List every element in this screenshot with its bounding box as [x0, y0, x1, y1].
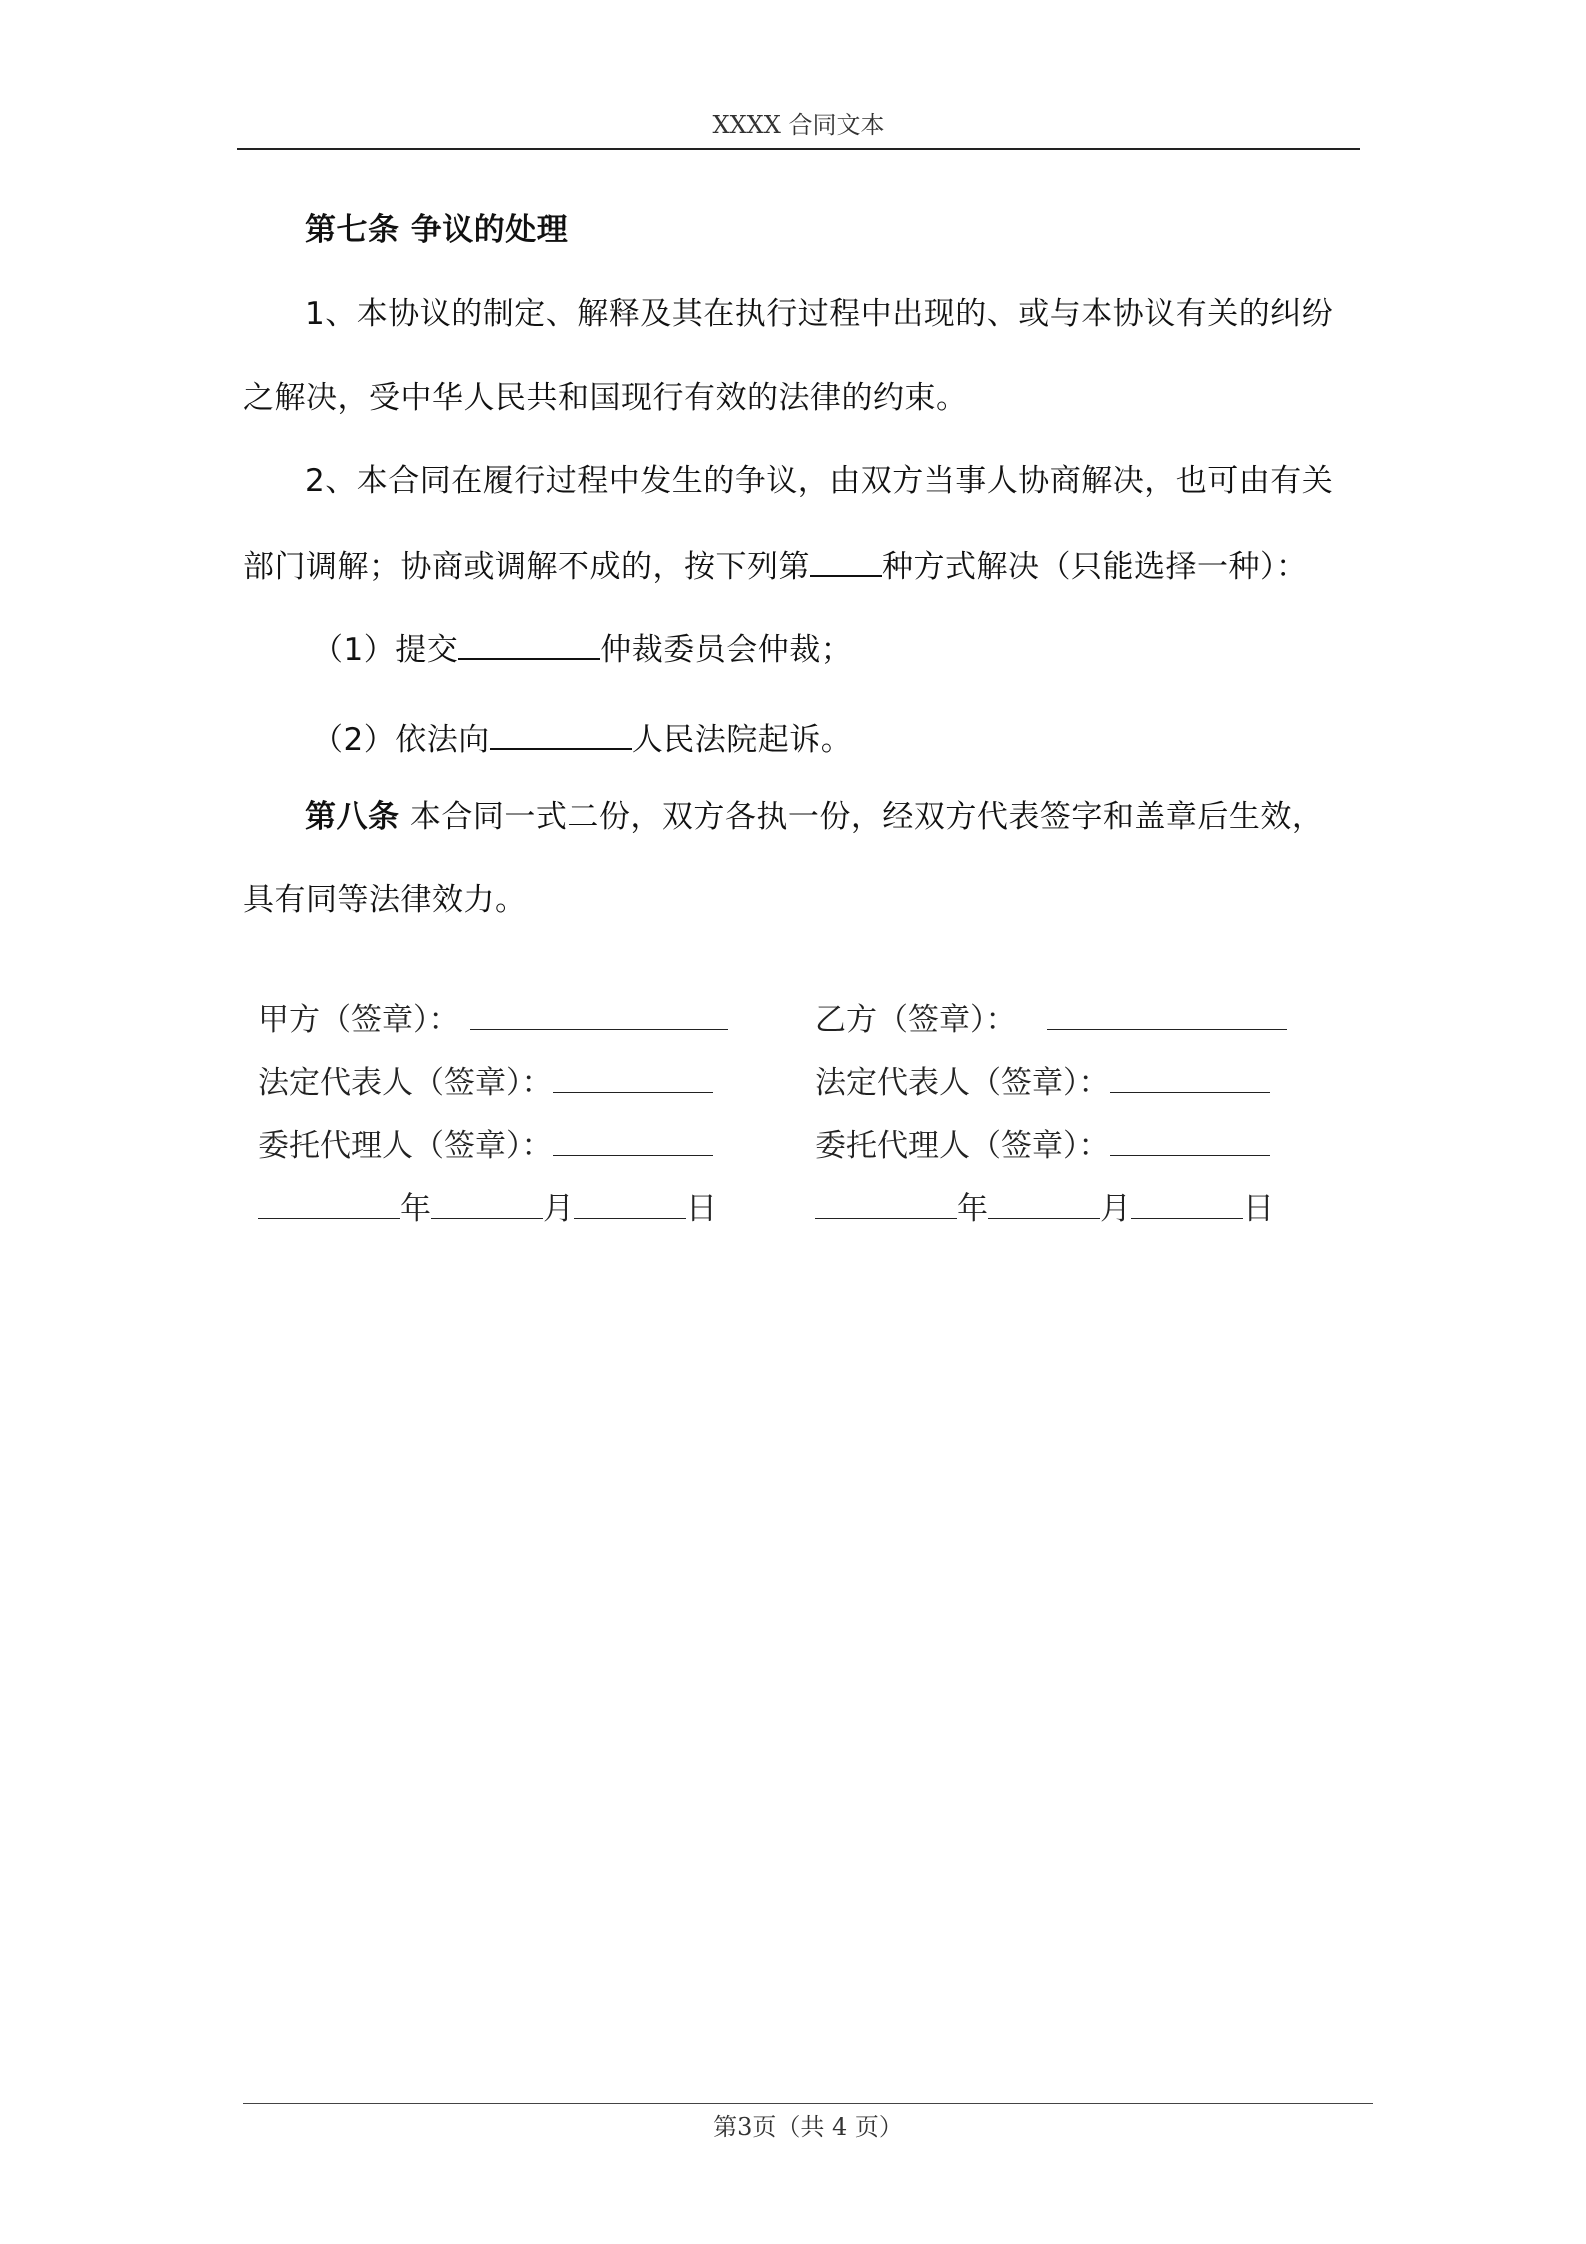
article-7-p2-line2-start: 部门调解；协商或调解不成的，按下列第: [243, 549, 810, 585]
party-a-agent-line: [553, 1125, 713, 1156]
party-b-legal-rep: [815, 1062, 1270, 1103]
party-b-year-line: [815, 1188, 957, 1219]
option-2: [312, 718, 1422, 760]
party-a-agent: [258, 1125, 713, 1166]
party-b-legal-rep-line: [1110, 1062, 1270, 1093]
party-b-agent-label: 委托代理人（签章）：: [815, 1128, 1110, 1164]
party-b-month-label: 月: [1100, 1191, 1131, 1227]
party-a-legal-rep-label: 法定代表人（签章）：: [258, 1065, 553, 1101]
party-b-day-label: 日: [1243, 1191, 1274, 1227]
option-1-start: （1）提交: [312, 632, 459, 668]
party-a-legal-rep: [258, 1062, 713, 1103]
party-a-legal-rep-line: [553, 1062, 713, 1093]
party-a-day-label: 日: [686, 1191, 717, 1227]
party-a-date: [258, 1188, 717, 1229]
party-b-legal-rep-label: 法定代表人（签章）：: [815, 1065, 1110, 1101]
page-number: 第3页（共 4 页）: [713, 2113, 903, 2141]
arbitration-commission-blank: [458, 628, 600, 660]
party-a-signature: [258, 999, 728, 1040]
party-b-date: [815, 1188, 1274, 1229]
option-2-end: 人民法院起诉。: [631, 722, 853, 758]
option-1: [312, 628, 1422, 670]
party-b-agent-line: [1110, 1125, 1270, 1156]
article-7-p1-line1: 1、本协议的制定、解释及其在执行过程中出现的、或与本协议有关的纠纷: [305, 296, 1334, 332]
party-a-year-line: [258, 1188, 400, 1219]
party-a-sign-line: [470, 999, 728, 1030]
article-7-p2-line2-end: 种方式解决（只能选择一种）：: [882, 549, 1308, 585]
party-b-day-line: [1131, 1188, 1243, 1219]
article-7-title: 第七条 争议的处理: [305, 212, 569, 248]
option-1-end: 仲裁委员会仲裁；: [600, 632, 853, 668]
header-title: XXXX 合同文本: [712, 111, 885, 139]
party-a-agent-label: 委托代理人（签章）：: [258, 1128, 553, 1164]
option-2-start: （2）依法向: [312, 722, 490, 758]
article-8-text: 本合同一式二份，双方各执一份，经双方代表签字和盖章后生效，: [409, 799, 1324, 835]
article-7-p2-line1: 2、本合同在履行过程中发生的争议，由双方当事人协商解决，也可由有关: [305, 463, 1334, 499]
court-blank: [490, 718, 632, 750]
party-a-month-label: 月: [543, 1191, 574, 1227]
method-number-blank: [810, 545, 882, 577]
party-b-year-label: 年: [957, 1191, 988, 1227]
footer-divider: [243, 2103, 1373, 2104]
article-8-line2: 具有同等法律效力。: [243, 882, 527, 918]
article-7-p2-line2: [243, 545, 1353, 587]
party-b-label: 乙方（签章）：: [815, 1002, 1017, 1038]
party-b-sign-line: [1047, 999, 1287, 1030]
page-header: [237, 108, 1360, 150]
party-a-day-line: [574, 1188, 686, 1219]
party-b-agent: [815, 1125, 1270, 1166]
party-a-year-label: 年: [400, 1191, 431, 1227]
article-7-p1-line2: 之解决，受中华人民共和国现行有效的法律的约束。: [243, 380, 968, 416]
party-a-month-line: [431, 1188, 543, 1219]
party-b-signature: [815, 999, 1287, 1040]
party-b-month-line: [988, 1188, 1100, 1219]
article-8-line1: [305, 797, 1415, 837]
article-8-title: 第八条: [305, 799, 400, 835]
party-a-label: 甲方（签章）：: [258, 1002, 460, 1038]
